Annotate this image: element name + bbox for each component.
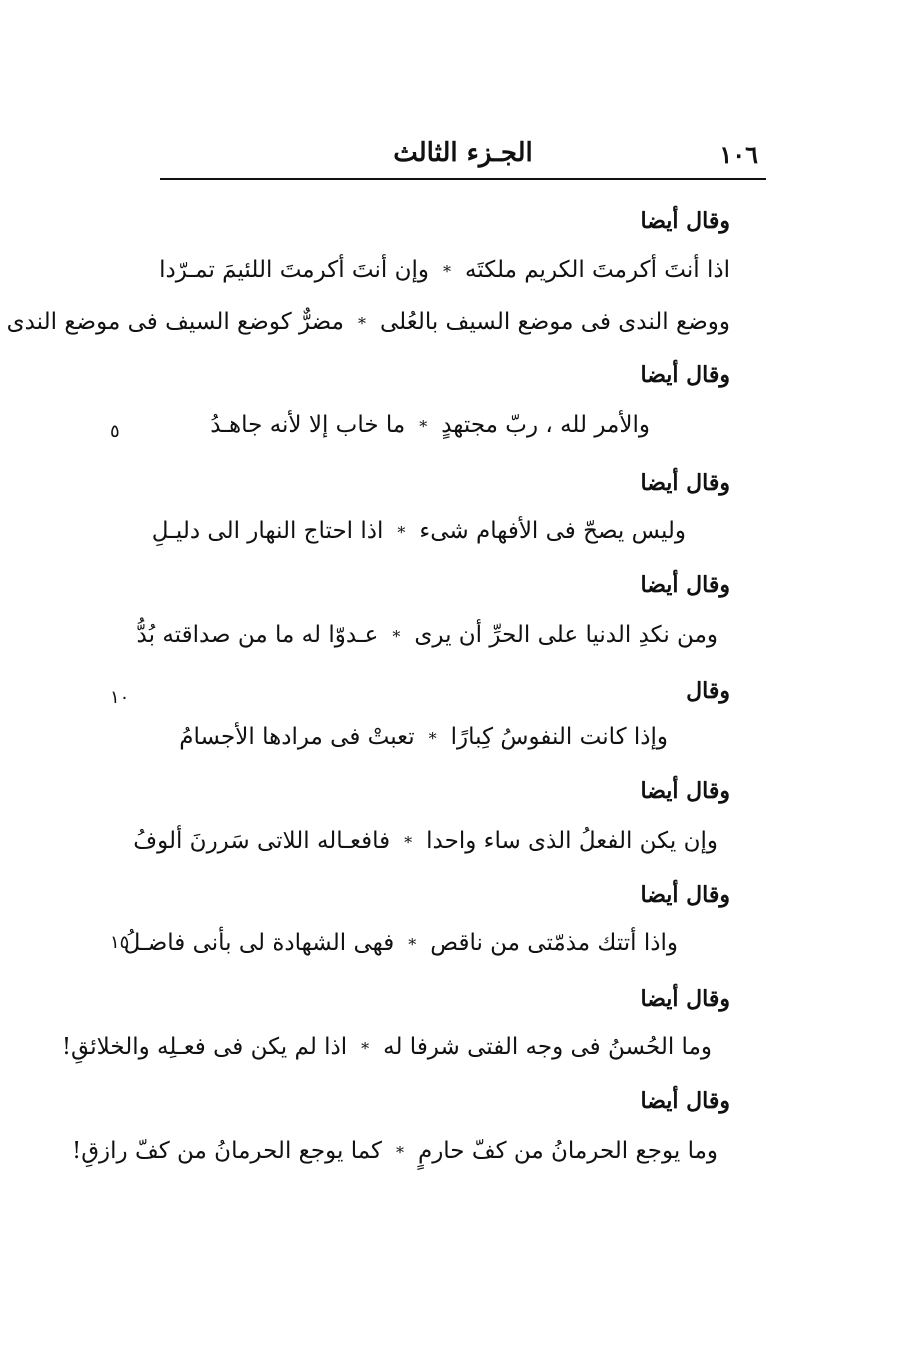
- verse-separator: *: [392, 626, 401, 646]
- margin-line-number: ٥: [110, 421, 120, 442]
- verse-second-hemistich: كما يوجع الحرمانُ من كفّ رازقِ!: [71, 1138, 382, 1164]
- verse-second-hemistich: اذا لم يكن فى فعـلِه والخلائقِ!: [61, 1034, 348, 1060]
- verse-second-hemistich: فهى الشهادة لى بأنى فاضـلُ: [123, 930, 395, 956]
- verse-second-hemistich: فافعـاله اللاتى سَررنَ ألوفُ: [133, 828, 391, 854]
- verse-separator: *: [443, 261, 452, 281]
- verse-second-hemistich: عـدوّا له ما من صداقته بُدُّ: [136, 622, 379, 648]
- verse-separator: *: [395, 1142, 404, 1162]
- verse-first-hemistich: وما يوجع الحرمانُ من كفّ حارمٍ: [417, 1138, 718, 1164]
- verse-separator: *: [408, 934, 417, 954]
- verse-second-hemistich: مضرٌّ كوضع السيف فى موضع الندى: [6, 309, 344, 335]
- verse-first-hemistich: وليس يصحّ فى الأفهام شىء: [419, 518, 686, 544]
- verse-line: [133, 828, 718, 854]
- section-heading: وقال أيضا: [640, 470, 730, 496]
- verse-line: [152, 518, 686, 544]
- verse-separator: *: [361, 1038, 370, 1058]
- header-rule: [160, 178, 766, 180]
- margin-line-number: ١٠: [110, 687, 130, 708]
- verse-line: [72, 1138, 718, 1164]
- section-heading: وقال أيضا: [640, 1088, 730, 1114]
- verse-separator: *: [357, 313, 366, 333]
- verse-separator: *: [419, 416, 428, 436]
- section-heading: وقال أيضا: [640, 778, 730, 804]
- verse-first-hemistich: وإذا كانت النفوسُ كِبارًا: [450, 724, 668, 750]
- verse-line: [210, 412, 650, 438]
- section-heading: وقال أيضا: [640, 882, 730, 908]
- verse-line: [62, 1034, 712, 1060]
- verse-separator: *: [428, 728, 437, 748]
- verse-first-hemistich: وإن يكن الفعلُ الذى ساء واحدا: [426, 828, 718, 854]
- verse-line: [124, 930, 678, 956]
- section-heading: وقال: [686, 678, 730, 704]
- verse-separator: *: [404, 832, 413, 852]
- verse-second-hemistich: اذا احتاج النهار الى دليـلِ: [151, 518, 384, 544]
- verse-first-hemistich: والأمر لله ، ربّ مجتهدٍ: [441, 412, 650, 438]
- section-heading: وقال أيضا: [640, 572, 730, 598]
- section-heading: وقال أيضا: [640, 208, 730, 234]
- verse-second-hemistich: وإن أنتَ أكرمتَ اللئيمَ تمـرّدا: [159, 257, 430, 283]
- verse-second-hemistich: ما خاب إلا لأنه جاهـدُ: [210, 412, 406, 438]
- verse-second-hemistich: تعبتْ فى مرادها الأجسامُ: [179, 724, 415, 750]
- verse-separator: *: [397, 522, 406, 542]
- verse-line: [179, 724, 668, 750]
- section-heading: وقال أيضا: [640, 362, 730, 388]
- verse-first-hemistich: ووضع الندى فى موضع السيف بالعُلى: [379, 309, 730, 335]
- verse-line: [159, 257, 730, 283]
- section-heading: وقال أيضا: [640, 986, 730, 1012]
- margin-line-number: ١٥: [110, 932, 130, 953]
- verse-first-hemistich: اذا أنتَ أكرمتَ الكريم ملكتَه: [465, 257, 730, 283]
- page-number: ١٠٦: [719, 140, 758, 169]
- verse-first-hemistich: ومن نكدِ الدنيا على الحرِّ أن يرى: [414, 622, 718, 648]
- verse-line: [137, 622, 718, 648]
- verse-line: [7, 309, 730, 335]
- verse-first-hemistich: وما الحُسنُ فى وجه الفتى شرفا له: [383, 1034, 712, 1060]
- running-title: الجـزء الثالث: [393, 138, 533, 168]
- page-header: [160, 136, 766, 176]
- verse-first-hemistich: واذا أتتك مذمّتى من ناقص: [430, 930, 678, 956]
